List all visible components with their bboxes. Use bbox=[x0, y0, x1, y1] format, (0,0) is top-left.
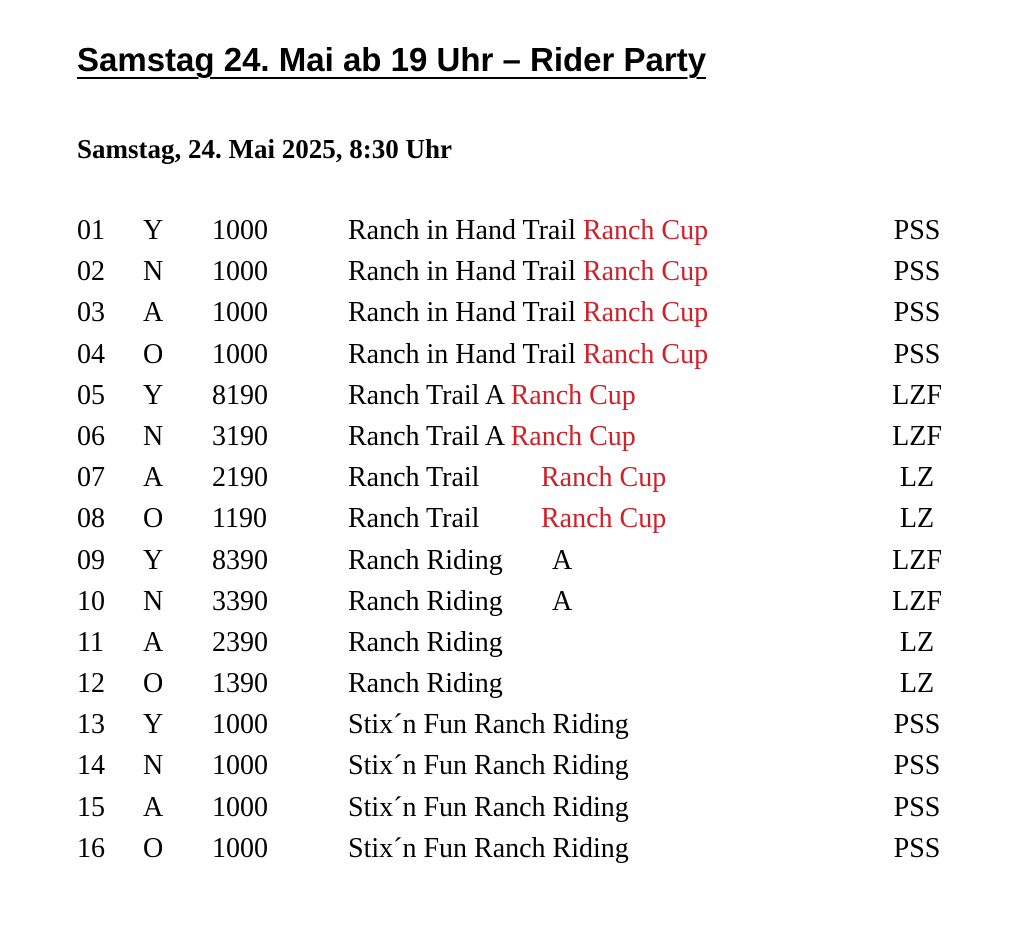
restriction-code: LZ bbox=[899, 503, 935, 535]
class-name-cell bbox=[348, 828, 629, 869]
schedule-row bbox=[0, 210, 1024, 251]
class-name: Stix´n Fun Ranch Riding bbox=[348, 750, 629, 782]
restriction-code: PSS bbox=[893, 791, 941, 823]
ranch-cup-label: Ranch Cup bbox=[582, 297, 709, 329]
ranch-cup-label: Ranch Cup bbox=[541, 462, 667, 494]
class-number: 06 bbox=[77, 420, 105, 452]
class-name-cell bbox=[348, 622, 503, 663]
class-name: Stix´n Fun Ranch Riding bbox=[348, 709, 629, 741]
restriction-code: PSS bbox=[893, 215, 941, 246]
age-group-letter: Y bbox=[143, 709, 164, 741]
class-number: 12 bbox=[77, 668, 105, 700]
restriction-code: PSS bbox=[893, 832, 941, 864]
ranch-cup-label: Ranch Cup bbox=[582, 215, 709, 246]
class-name-cell bbox=[348, 704, 629, 745]
class-name: Ranch Trail bbox=[348, 462, 480, 494]
class-name-cell bbox=[348, 745, 629, 786]
class-number: 07 bbox=[77, 462, 105, 494]
schedule-row bbox=[0, 334, 1024, 375]
class-code: 1000 bbox=[212, 297, 268, 329]
class-name-cell bbox=[348, 251, 708, 292]
class-number: 10 bbox=[77, 585, 105, 617]
age-group-letter: A bbox=[143, 297, 164, 329]
class-name: Ranch Riding bbox=[348, 668, 503, 700]
class-name-cell bbox=[348, 540, 503, 581]
class-name-cell bbox=[348, 663, 503, 704]
age-group-letter: O bbox=[143, 832, 164, 864]
restriction-code: LZ bbox=[899, 462, 935, 494]
class-name: Ranch in Hand Trail bbox=[348, 297, 576, 329]
schedule-row bbox=[0, 375, 1024, 416]
restriction-code: LZ bbox=[899, 626, 935, 658]
schedule-row bbox=[0, 704, 1024, 745]
class-name: Ranch in Hand Trail bbox=[348, 215, 576, 246]
restriction-code: LZ bbox=[899, 668, 935, 700]
class-number: 03 bbox=[77, 297, 105, 329]
class-code: 1000 bbox=[212, 832, 268, 864]
schedule-row bbox=[0, 581, 1024, 622]
class-name-cell bbox=[348, 416, 636, 457]
class-name: Ranch Riding bbox=[348, 626, 503, 658]
age-group-letter: A bbox=[143, 791, 164, 823]
ranch-cup-label: Ranch Cup bbox=[582, 338, 709, 370]
class-name-cell bbox=[348, 292, 708, 333]
page-title: Samstag 24. Mai ab 19 Uhr – Rider Party bbox=[77, 41, 707, 78]
class-name-cell bbox=[348, 334, 708, 375]
age-group-letter: A bbox=[143, 626, 164, 658]
class-schedule-list bbox=[0, 210, 1024, 869]
restriction-code: PSS bbox=[893, 750, 941, 782]
level-label: A bbox=[552, 544, 573, 576]
level-label: A bbox=[552, 585, 573, 617]
class-code: 1190 bbox=[212, 503, 267, 535]
class-name-cell bbox=[348, 210, 708, 251]
class-number: 01 bbox=[77, 215, 105, 246]
schedule-row bbox=[0, 292, 1024, 333]
class-number: 16 bbox=[77, 832, 105, 864]
ranch-cup-label: Ranch Cup bbox=[541, 503, 667, 535]
class-name: Ranch Riding bbox=[348, 544, 503, 576]
class-code: 1000 bbox=[212, 256, 268, 288]
age-group-letter: N bbox=[143, 750, 164, 782]
class-name-cell bbox=[348, 375, 636, 416]
age-group-letter: N bbox=[143, 256, 164, 288]
class-name: Ranch Trail A bbox=[348, 379, 504, 411]
class-name: Ranch Trail A bbox=[348, 420, 504, 452]
restriction-code: LZF bbox=[892, 585, 942, 617]
class-number: 08 bbox=[77, 503, 105, 535]
class-code: 1000 bbox=[212, 750, 268, 782]
class-code: 1390 bbox=[212, 668, 268, 700]
age-group-letter: O bbox=[143, 338, 164, 370]
restriction-code: LZF bbox=[892, 420, 942, 452]
restriction-code: PSS bbox=[893, 297, 941, 329]
age-group-letter: Y bbox=[143, 215, 164, 246]
class-name: Stix´n Fun Ranch Riding bbox=[348, 832, 629, 864]
class-number: 15 bbox=[77, 791, 105, 823]
class-name: Ranch in Hand Trail bbox=[348, 338, 576, 370]
schedule-row bbox=[0, 416, 1024, 457]
schedule-row bbox=[0, 457, 1024, 498]
class-code: 2390 bbox=[212, 626, 268, 658]
class-number: 13 bbox=[77, 709, 105, 741]
ranch-cup-label: Ranch Cup bbox=[510, 379, 636, 411]
schedule-row bbox=[0, 663, 1024, 704]
class-code: 1000 bbox=[212, 709, 268, 741]
restriction-code: LZF bbox=[892, 379, 942, 411]
class-name-cell bbox=[348, 457, 479, 498]
class-number: 04 bbox=[77, 338, 105, 370]
class-name-cell bbox=[348, 581, 503, 622]
schedule-date-time: Samstag, 24. Mai 2025, 8:30 Uhr bbox=[77, 134, 452, 164]
age-group-letter: A bbox=[143, 462, 164, 494]
schedule-row bbox=[0, 498, 1024, 539]
class-code: 8190 bbox=[212, 379, 268, 411]
class-code: 8390 bbox=[212, 544, 268, 576]
schedule-row bbox=[0, 622, 1024, 663]
schedule-row bbox=[0, 787, 1024, 828]
class-number: 11 bbox=[77, 626, 104, 658]
schedule-row bbox=[0, 540, 1024, 581]
age-group-letter: O bbox=[143, 668, 164, 700]
class-name: Ranch Riding bbox=[348, 585, 503, 617]
class-code: 3190 bbox=[212, 420, 268, 452]
class-code: 2190 bbox=[212, 462, 268, 494]
restriction-code: LZF bbox=[892, 544, 942, 576]
age-group-letter: N bbox=[143, 585, 164, 617]
schedule-row bbox=[0, 828, 1024, 869]
age-group-letter: N bbox=[143, 420, 164, 452]
class-number: 14 bbox=[77, 750, 105, 782]
schedule-row bbox=[0, 745, 1024, 786]
restriction-code: PSS bbox=[893, 338, 941, 370]
class-code: 1000 bbox=[212, 338, 268, 370]
class-number: 02 bbox=[77, 256, 105, 288]
restriction-code: PSS bbox=[893, 709, 941, 741]
restriction-code: PSS bbox=[893, 256, 941, 288]
class-name-cell bbox=[348, 498, 479, 539]
class-name-cell bbox=[348, 787, 629, 828]
schedule-row bbox=[0, 251, 1024, 292]
age-group-letter: O bbox=[143, 503, 164, 535]
ranch-cup-label: Ranch Cup bbox=[510, 420, 636, 452]
class-code: 3390 bbox=[212, 585, 268, 617]
class-code: 1000 bbox=[212, 791, 268, 823]
age-group-letter: Y bbox=[143, 379, 164, 411]
class-name: Ranch in Hand Trail bbox=[348, 256, 576, 288]
class-name: Ranch Trail bbox=[348, 503, 480, 535]
ranch-cup-label: Ranch Cup bbox=[582, 256, 709, 288]
class-name: Stix´n Fun Ranch Riding bbox=[348, 791, 629, 823]
age-group-letter: Y bbox=[143, 544, 164, 576]
class-number: 09 bbox=[77, 544, 105, 576]
class-number: 05 bbox=[77, 379, 105, 411]
class-code: 1000 bbox=[212, 215, 268, 246]
